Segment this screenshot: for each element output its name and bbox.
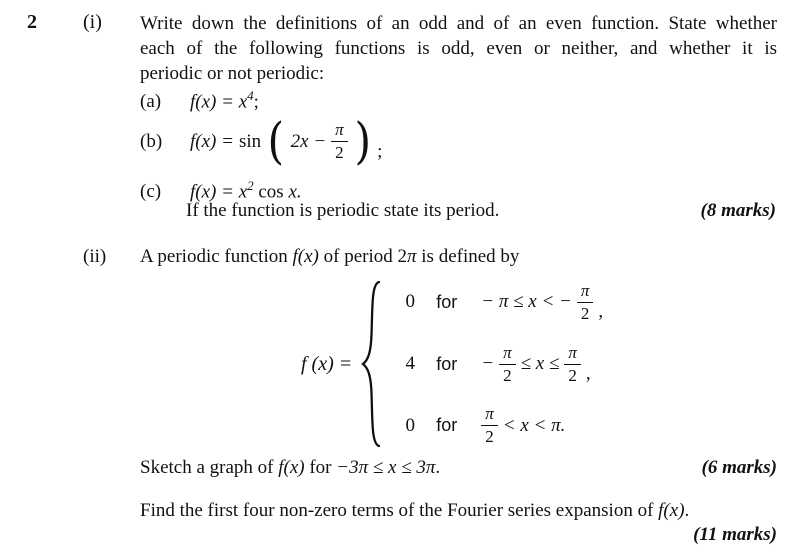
- row3-for: for: [436, 415, 458, 436]
- row2-minus: −: [481, 353, 495, 374]
- fourier-instruction-row: [140, 500, 777, 522]
- intro-line-1: Write down the definitions of an odd and of an even function. State whether: [140, 13, 777, 34]
- row3-condition: [481, 405, 565, 446]
- fourier-math-fx: f(x): [658, 500, 685, 521]
- item-b-formula: [190, 112, 383, 170]
- period-note: If the function is periodic state its period.: [186, 200, 500, 221]
- piecewise-row-2: [390, 344, 603, 385]
- sketch-instruction: [140, 457, 440, 479]
- row1-for: for: [436, 291, 458, 312]
- part-i-marks: (8 marks): [700, 200, 776, 221]
- fraction-numerator: π: [335, 120, 344, 140]
- piecewise-row-3: [390, 405, 603, 446]
- item-a-exponent: 4: [247, 88, 254, 103]
- fourier-marks-row: [140, 524, 777, 546]
- row2-value: 4: [405, 353, 415, 374]
- row1-cond-pre: − π ≤ x < −: [481, 291, 572, 313]
- intro-line-2: each of the following functions is odd, even or neither, and whether it is: [140, 38, 777, 59]
- item-b-label: (b): [140, 130, 163, 152]
- row2-for: for: [436, 353, 458, 374]
- item-c-exponent: 2: [247, 178, 254, 193]
- intro-text-3: is defined by: [416, 246, 520, 267]
- fourier-text-2: .: [684, 500, 690, 521]
- row2-frac1-den: 2: [499, 364, 516, 385]
- row1-condition: [481, 282, 603, 323]
- sketch-math-fx: f(x): [278, 457, 305, 478]
- sketch-text-1: Sketch a graph of: [140, 457, 279, 478]
- open-paren: (: [267, 112, 285, 170]
- fourier-marks: (11 marks): [693, 524, 777, 545]
- part-ii-intro: [140, 246, 519, 268]
- sketch-text-3: .: [435, 457, 441, 478]
- fraction-pi-over-2: [331, 121, 348, 162]
- sketch-marks: (6 marks): [701, 457, 777, 478]
- row2-fraction-1: [499, 344, 516, 385]
- row2-frac2-den: 2: [564, 364, 581, 385]
- item-a: [140, 88, 259, 113]
- intro-line-3: periodic or not periodic:: [140, 63, 325, 84]
- item-c-x: x.: [288, 181, 302, 203]
- part-i-intro: [140, 11, 777, 86]
- intro-math-fx: f(x): [292, 246, 319, 267]
- item-b-fx: f(x) =: [190, 130, 234, 152]
- row3-cond-post: < x < π.: [502, 414, 566, 436]
- piecewise-brace: [361, 280, 381, 448]
- piecewise-lhs: f (x) =: [301, 352, 353, 375]
- sketch-text-2: for: [304, 457, 337, 478]
- piecewise-row-1: [390, 282, 603, 323]
- row3-value: 0: [405, 414, 415, 436]
- row2-frac1-num: π: [503, 342, 512, 362]
- row2-comma: ,: [585, 363, 591, 384]
- item-b-sin: sin: [238, 130, 262, 152]
- row2-frac2-num: π: [568, 342, 577, 362]
- row1-comma: ,: [598, 301, 604, 323]
- row1-fraction: [577, 282, 594, 323]
- part-ii-intro-row: [83, 246, 519, 268]
- item-a-tail: ;: [253, 91, 259, 113]
- part-ii-label: (ii): [83, 246, 107, 267]
- item-c-label: (c): [140, 181, 162, 203]
- item-a-fx: f(x) = x: [190, 91, 248, 113]
- sketch-math-range: −3π ≤ x ≤ 3π: [336, 457, 436, 478]
- fourier-text-1: Find the first four non-zero terms of the Fourier series expansion of: [140, 500, 659, 521]
- period-note-row: [186, 200, 776, 222]
- row2-condition: [481, 344, 590, 385]
- item-a-formula: [190, 88, 259, 113]
- row1-frac-num: π: [580, 281, 590, 300]
- item-a-label: (a): [140, 91, 162, 113]
- item-b-tail: ;: [377, 140, 383, 162]
- item-b-argument: 2x −: [290, 130, 327, 152]
- item-c-fx: f(x) = x: [190, 181, 248, 203]
- intro-text-2: of period 2: [318, 246, 407, 267]
- row3-frac-den: 2: [481, 425, 498, 446]
- piecewise-definition: [301, 280, 603, 448]
- row1-value: 0: [405, 291, 415, 313]
- item-c-cos: cos: [253, 181, 289, 203]
- item-b: [140, 112, 383, 170]
- row3-fraction: [481, 405, 498, 446]
- intro-text-1: A periodic function: [140, 246, 293, 267]
- question-number: 2: [27, 11, 37, 33]
- piecewise-rows: [390, 281, 603, 447]
- part-i-label: (i): [83, 11, 102, 33]
- row3-frac-num: π: [485, 404, 494, 424]
- close-paren: ): [354, 112, 371, 170]
- fraction-denominator: 2: [331, 141, 348, 162]
- row2-fraction-2: [564, 344, 581, 385]
- row1-frac-den: 2: [577, 302, 594, 323]
- sketch-instruction-row: [140, 457, 777, 479]
- row2-cond-mid: ≤ x ≤: [520, 353, 560, 374]
- intro-math-pi: π: [407, 246, 417, 267]
